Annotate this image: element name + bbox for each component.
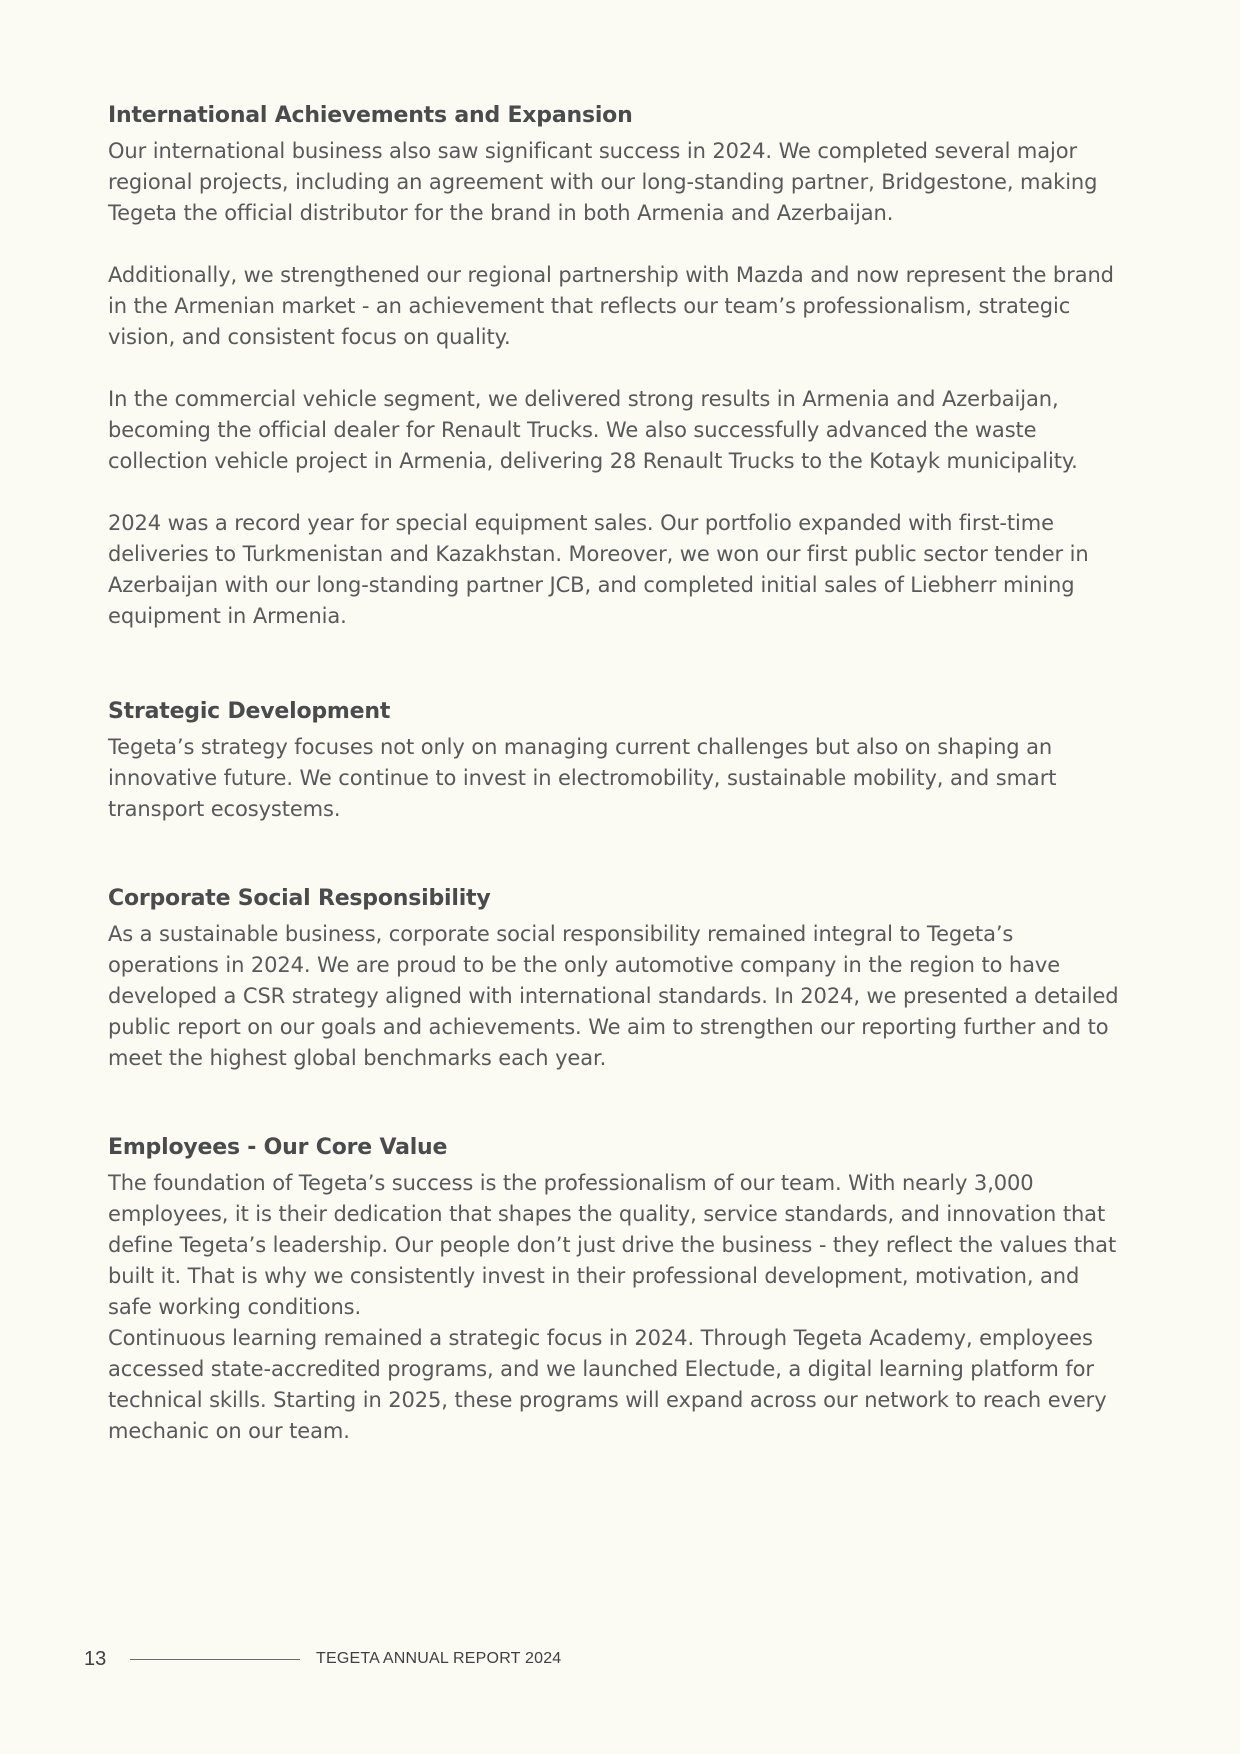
section-corporate-social-responsibility <box>108 883 1128 1074</box>
paragraph: In the commercial vehicle segment, we delivered strong results in Armenia and Azerbaijan, becoming the official dealer for Renault Trucks. We also successfully advanced the waste collection vehicle project in Armenia, delivering 28 Renault Trucks to the Kotayk municipality. <box>108 387 1078 473</box>
section-strategic-development <box>108 696 1128 825</box>
section-employees <box>108 1132 1128 1447</box>
paragraph: Our international business also saw significant success in 2024. We completed several major regional projects, including an agreement with our long-standing partner, Bridgestone, making Tegeta the official distributor for the brand in both Armenia and Azerbaijan. <box>108 139 1098 225</box>
paragraph: Continuous learning remained a strategic focus in 2024. Through Tegeta Academy, employees accessed state-accredited programs, and we launched Electude, a digital learning platform for technical skills. Starting in 2025, these programs will expand across our network to reach every mechanic on our team. <box>108 1326 1107 1443</box>
footer-divider <box>130 1659 300 1660</box>
section-heading: International Achievements and Expansion <box>108 103 633 128</box>
section-heading: Corporate Social Responsibility <box>108 886 491 911</box>
section-international-achievements <box>108 100 1128 632</box>
section-heading: Employees - Our Core Value <box>108 1135 448 1160</box>
page-content <box>108 100 1128 1447</box>
section-heading: Strategic Development <box>108 699 391 724</box>
page-number: 13 <box>84 1647 107 1670</box>
page-footer <box>84 1644 561 1674</box>
paragraph: As a sustainable business, corporate social responsibility remained integral to Tegeta’s operations in 2024. We are proud to be the only automotive company in the region to have developed a CSR strategy aligned with international standards. In 2024, we presented a detailed public report on our goals and achievements. We aim to strengthen our reporting further and to meet the highest global benchmarks each year. <box>108 922 1119 1070</box>
paragraph: The foundation of Tegeta’s success is the professionalism of our team. With nearly 3,000 employees, it is their dedication that shapes the quality, service standards, and innovation that define Tegeta’s leadership. Our people don’t just drive the business - they reflect the values that built it. That is why we consistently invest in their professional development, motivation, and safe working conditions. <box>108 1171 1117 1319</box>
paragraph: Additionally, we strengthened our regional partnership with Mazda and now represent the brand in the Armenian market - an achievement that reflects our team’s professionalism, strategic vision, and consistent focus on quality. <box>108 263 1114 349</box>
footer-report-title: TEGETA ANNUAL REPORT 2024 <box>316 1650 562 1667</box>
paragraph: Tegeta’s strategy focuses not only on managing current challenges but also on shaping an innovative future. We continue to invest in electromobility, sustainable mobility, and smart transport ecosystems. <box>108 735 1057 821</box>
paragraph: 2024 was a record year for special equipment sales. Our portfolio expanded with first-time deliveries to Turkmenistan and Kazakhstan. Moreover, we won our first public sector tender in Azerbaijan with our long-standing partner JCB, and completed initial sales of Liebherr mining equipment in Armenia. <box>108 511 1089 628</box>
